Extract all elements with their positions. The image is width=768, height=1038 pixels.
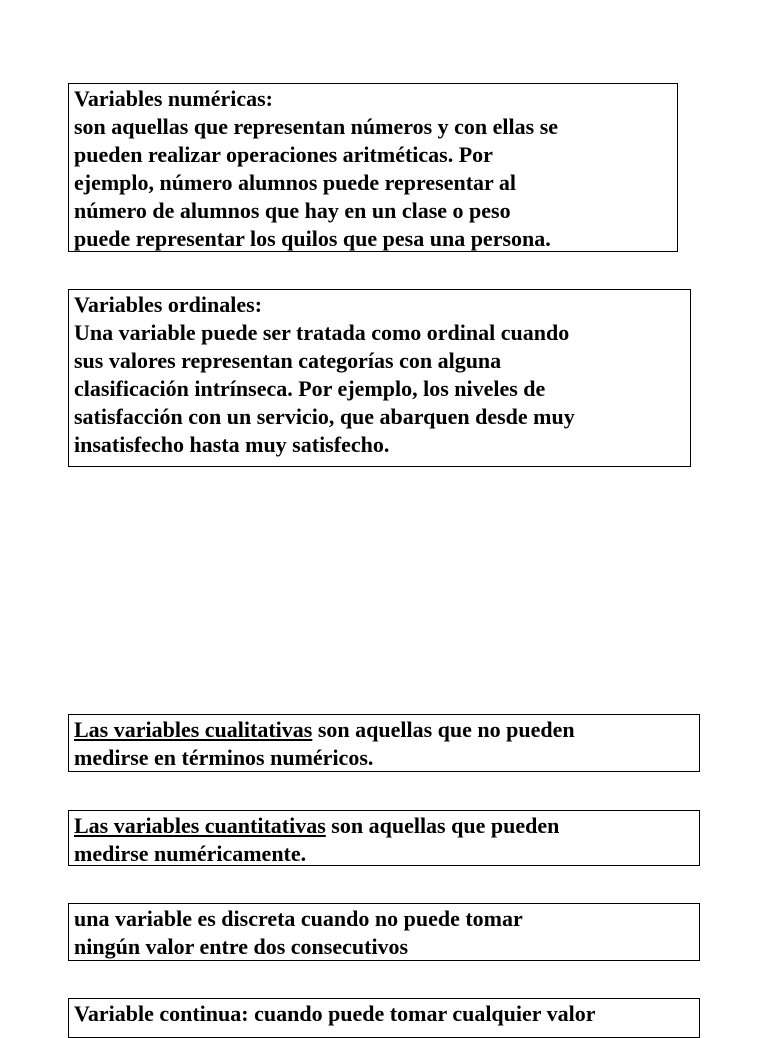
numeric-variables-box xyxy=(68,83,678,252)
qualitative-variables-definition: son aquellas que no pueden medirse en términos numéricos. xyxy=(74,717,575,770)
discrete-variable-definition: una variable es discreta cuando no puede tomar ningún valor entre dos consecutivos xyxy=(74,906,523,959)
qualitative-variables-term: Las variables cualitativas xyxy=(74,717,313,742)
discrete-variable-box xyxy=(68,903,700,961)
quantitative-variables-term: Las variables cuantitativas xyxy=(74,813,326,838)
numeric-variables-definition: son aquellas que representan números y con ellas se pueden realizar operaciones aritméticas. Por ejemplo, número alumnos puede representar al número de alumnos que hay en un clase o peso puede representar los quilos que pesa una persona. xyxy=(74,114,559,251)
ordinal-variables-definition: Una variable puede ser tratada como ordinal cuando sus valores representan categorías con alguna clasificación intrínseca. Por ejemplo, los niveles de satisfacción con un servicio, que abarquen desde muy insatisfecho hasta muy satisfecho. xyxy=(74,320,575,457)
numeric-variables-title: Variables numéricas: xyxy=(74,86,274,111)
continuous-variable-box xyxy=(68,998,700,1038)
ordinal-variables-box xyxy=(68,289,691,467)
qualitative-variables-box xyxy=(68,714,700,772)
quantitative-variables-box xyxy=(68,810,700,866)
continuous-variable-definition: Variable continua: cuando puede tomar cualquier valor xyxy=(74,1001,596,1026)
ordinal-variables-title: Variables ordinales: xyxy=(74,292,263,317)
quantitative-variables-definition: son aquellas que pueden medirse numéricamente. xyxy=(74,813,560,866)
